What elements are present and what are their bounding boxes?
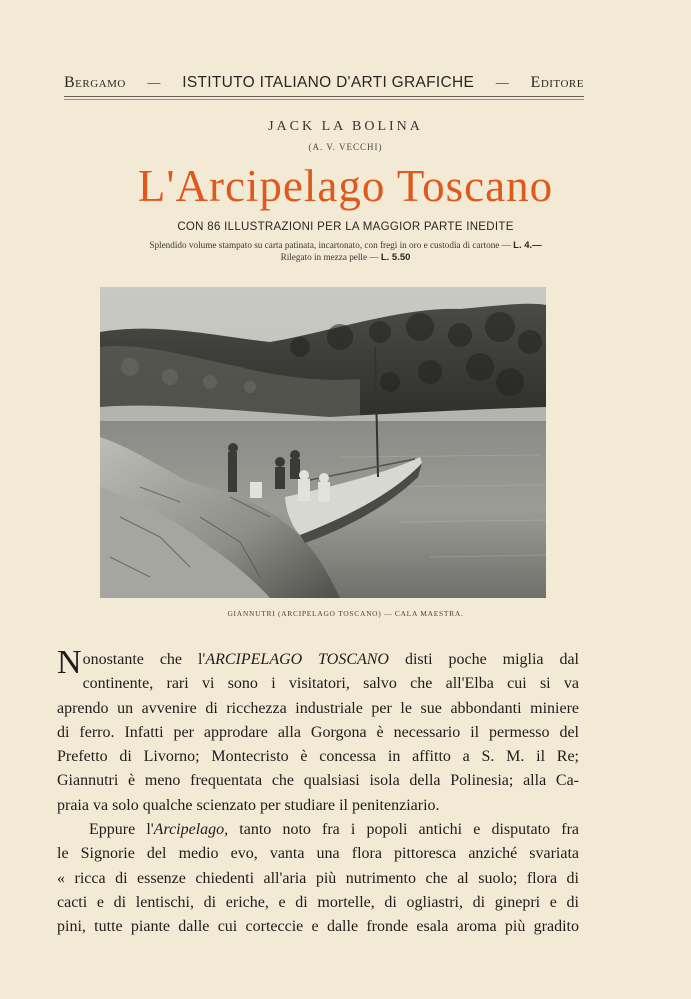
- body-text: tanto noto fra i popoli antichi e disputato fra: [228, 821, 580, 839]
- body-line: praia va solo qualche scienzato per studiare il penitenziario.: [57, 796, 440, 814]
- body-text-italic: ARCIPELAGO TOSCANO: [205, 651, 389, 668]
- edition-description-1-text: Splendido volume stampato su carta patinata, incartonato, con fregi in oro e custodia di cartone —: [149, 240, 511, 250]
- body-line: pini, tutte piante dalle cui corteccie e dalle fronde esala aroma più gradito: [57, 918, 579, 936]
- article-body: [57, 644, 580, 940]
- publisher-header: [64, 74, 584, 92]
- body-line: [57, 644, 579, 681]
- price-hardcover: L. 4.—: [513, 240, 542, 251]
- edition-description-2: [0, 252, 691, 263]
- body-line: di ferro. Infatti per approdare alla Gorgona è necessario il permesso del: [57, 723, 579, 741]
- book-title: L'Arcipelago Toscano: [137, 161, 554, 211]
- body-text: Eppure l': [89, 821, 154, 839]
- book-subtitle: CON 86 ILLUSTRAZIONI PER LA MAGGIOR PARTE INEDITE: [177, 221, 514, 233]
- edition-description-1: [0, 240, 691, 251]
- header-publisher: ISTITUTO ITALIANO D'ARTI GRAFICHE: [182, 74, 475, 91]
- cala-maestra-photo: [100, 287, 546, 598]
- paragraph-2: [57, 818, 579, 939]
- header-rule-bottom: [64, 99, 584, 100]
- header-separator-left: —: [147, 75, 161, 90]
- body-text-italic: Arcipelago,: [153, 821, 229, 839]
- photo-caption: GIANNUTRI (ARCIPELAGO TOSCANO) — CALA MAESTRA.: [227, 609, 464, 618]
- photo-illustration: [100, 287, 546, 598]
- header-role: Editore: [530, 74, 584, 91]
- body-line: continente, rari vi sono i visitatori, salvo che all'Elba cui si va: [82, 675, 579, 693]
- body-line: aprendo un avvenire di ricchezza industriale per le sue abbondanti miniere: [57, 699, 579, 717]
- body-line: cacti e di lentischi, di eriche, e di mortelle, di ogliastri, di ginepri e di: [57, 893, 579, 911]
- author-pseudonym: (A. V. VECCHI): [308, 142, 383, 152]
- price-half-leather: L. 5.50: [380, 252, 411, 263]
- drop-cap: N: [57, 644, 82, 681]
- header-city: Bergamo: [64, 74, 126, 91]
- body-line: Prefetto di Livorno; Montecristo è concessa in affitto a S. M. il Re;: [57, 748, 579, 766]
- body-line: [57, 818, 579, 842]
- body-line: Giannutri è meno frequentata che qualsiasi isola della Polinesia; alla Ca-: [57, 772, 579, 790]
- header-rule-top: [64, 96, 584, 97]
- author-name: JACK LA BOLINA: [268, 119, 423, 134]
- body-text: disti poche miglia dal: [389, 651, 579, 668]
- paragraph-1: [57, 644, 579, 818]
- edition-description-2-text: Rilegato in mezza pelle —: [280, 252, 379, 262]
- body-line: le Signorie del medio evo, vanta una flora pittoresca anziché svariata: [57, 845, 579, 863]
- body-text: onostante che l': [82, 651, 206, 668]
- header-separator-right: —: [495, 75, 509, 90]
- body-line: « ricca di essenze chiedenti all'aria più nutrimento che al suolo; flora di: [57, 869, 579, 887]
